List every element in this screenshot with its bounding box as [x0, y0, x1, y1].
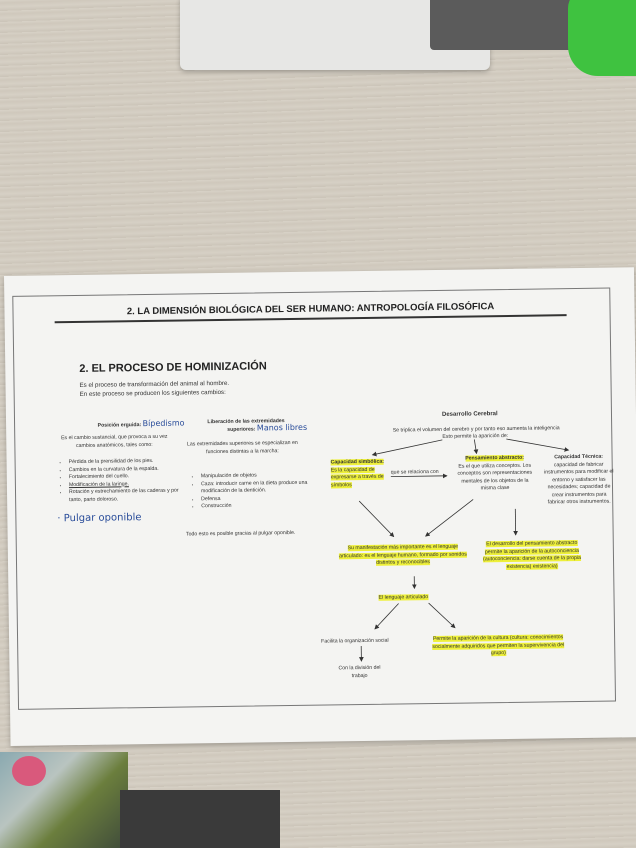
- flower-image: [12, 756, 46, 786]
- paper-sheet: [4, 267, 636, 746]
- section-title: 2. EL PROCESO DE HOMINIZACIÓN: [79, 360, 267, 375]
- col2-title-2: superiores:: [227, 426, 256, 433]
- arrow: [372, 440, 442, 455]
- arrow: [375, 604, 399, 629]
- list-item: • Cambios en la curvatura de la espalda.: [69, 465, 187, 474]
- col2-footer: Todo esto es posible gracias al pulgar oponible.: [185, 529, 296, 538]
- green-object: [568, 0, 636, 76]
- col1-desc: Es el cambio sustancial, que provoca a su vez cambios anatómicos, tales como:: [61, 433, 168, 449]
- list-item: • Construcción: [201, 502, 317, 511]
- cultura-text: Permite la aparición de la cultura (cultura: conocimientos socialmente adquiridos que permiten la supervivencia del grupo): [432, 634, 565, 657]
- abstracto-title: Pensamiento abstracto:: [465, 454, 525, 462]
- list-item: • Pérdida de la prensilidad de los pies.: [69, 457, 187, 466]
- col3-title: Desarrollo Cerebral: [441, 411, 498, 418]
- list-item: • Modificación de la laringe.: [69, 480, 187, 489]
- organizacion-node: Facilita la organización social: [321, 637, 389, 645]
- arrow: [425, 499, 473, 536]
- arrow: [474, 439, 476, 453]
- concept-map-arrows: [4, 267, 636, 746]
- list-item: • Defensa: [201, 494, 317, 503]
- lenguaje-text: El lenguaje articulado: [378, 594, 429, 601]
- col2-desc: Las extremidades superiores se especializan en funciones distintas a la marcha:: [186, 439, 298, 455]
- abstracto-text: Es el que utiliza conceptos. Los conceptos son representaciones mentales de los objetos de la misma clase: [457, 462, 533, 492]
- col3-desc-1: Se triplica el volumen del cerebro y por tanto eso aumenta la inteligencia: [392, 425, 560, 434]
- list-item: • Caza: introducir carne en la dieta produce una modificación de la dentición.: [201, 479, 317, 496]
- tecnica-text: capacidad de fabricar instrumentos para modificar el entorno y satisfacer las necesidades; capacidad de crear instrumentos para fabricar otros instrumentos.: [544, 461, 614, 506]
- relaciona-label: que se relaciona con: [390, 468, 439, 476]
- simbolica-title: Capacidad simbólica:: [330, 458, 385, 466]
- list-item: • Rotación y estrechamiento de las caderas y por tanto, parto doloroso.: [69, 487, 187, 504]
- intro-line-2: En este proceso se producen los siguientes cambios:: [79, 388, 226, 398]
- manifestacion-text: Su manifestación más importante es el lenguaje articulado: es el lenguaje humano, formado por sonidos distintos y reconocibles: [339, 543, 467, 566]
- dark-object: [120, 790, 280, 848]
- col2-title-1: Liberación de las extremidades: [207, 418, 285, 426]
- tecnica-title: Capacidad Técnica:: [554, 453, 603, 461]
- list-item: • Fortalecimiento del cuello.: [69, 472, 187, 481]
- arrow: [429, 603, 455, 628]
- col1-title: Posición erguida:: [97, 422, 142, 429]
- arrow: [359, 501, 393, 537]
- simbolica-text: Es la capacidad de expresarse a través de símbolos: [330, 466, 384, 488]
- intro-line-1: Es el proceso de transformación del animal al hombre.: [79, 379, 230, 389]
- division-node: Con la división del trabajo: [338, 664, 381, 679]
- desarrollo-text: El desarrollo del pensamiento abstracto permite la aparición de la autoconciencia (autoconciencia: darse cuenta de la propia existencia) existencia): [483, 540, 581, 570]
- col2-handnote: Manos libres: [256, 422, 308, 433]
- arrow: [391, 476, 447, 477]
- col3-desc-2: Esto permite la aparición de:: [442, 432, 509, 440]
- page-header-title: 2. LA DIMENSIÓN BIOLÓGICA DEL SER HUMANO: ANTROPOLOGÍA FILOSÓFICA: [126, 301, 495, 318]
- product-box: [180, 0, 490, 70]
- arrow: [506, 438, 568, 451]
- col1-handnote: Bípedismo: [142, 418, 185, 429]
- list-item: • Manipulación de objetos: [201, 472, 317, 481]
- pulgar-handnote: · Pulgar oponible: [57, 512, 142, 525]
